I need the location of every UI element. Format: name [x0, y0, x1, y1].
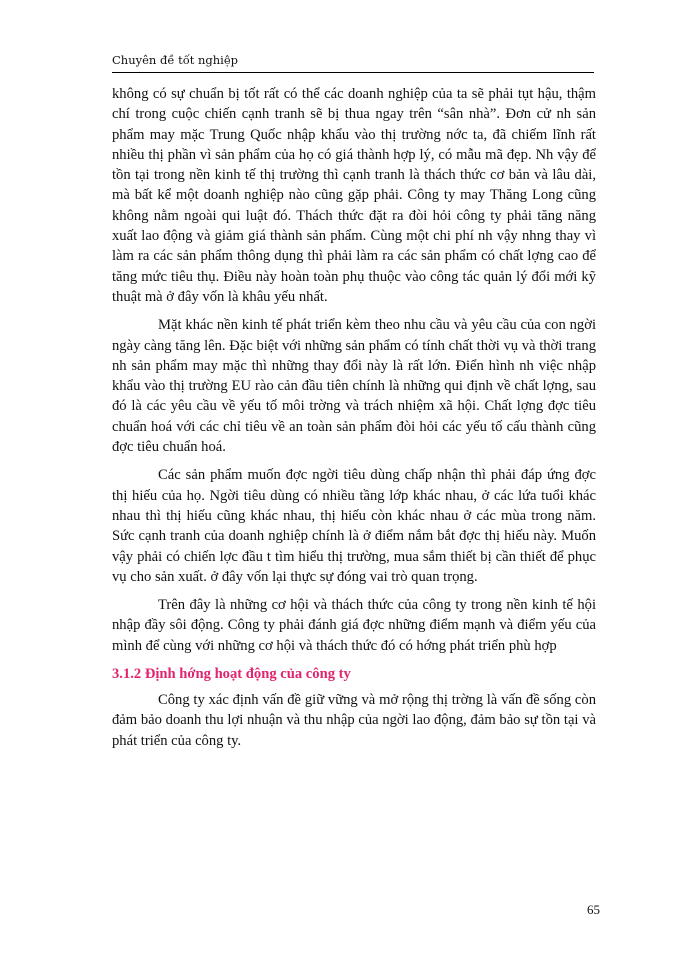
paragraph-3: Các sản phẩm muốn đợc ngời tiêu dùng chấp nhận thì phải đáp ứng đợc thị hiếu của họ. Ngời tiêu dùng có nhiều tầng lớp khác nhau, ở các lứa tuổi khác nhau thì thị hiếu cũng khác nhau, thị hiếu còn khác nhau ở các mùa trong năm. Sức cạnh tranh của doanh nghiệp chính là ở điểm nắm bắt đợc thị hiếu này. Muốn vậy phải có chiến lợc đầu t tìm hiểu thị trường, mua sắm thiết bị cần thiết để phục vụ cho sản xuất. ở đây vốn lại thực sự đóng vai trò quan trọng.	[112, 467, 596, 585]
running-header: Chuyên đề tốt nghiệp	[112, 52, 594, 73]
page-number: 65	[587, 902, 600, 917]
paragraph-1: không có sự chuẩn bị tốt rất có thể các doanh nghiệp của ta sẽ phải tụt hậu, thậm chí trong cuộc chiến cạnh tranh sẽ bị thua ngay trên “sân nhà”. Đơn cử nh sản phẩm may mặc Trung Quốc nhập khẩu vào thị trường nớc ta, đã chiếm lĩnh rất nhiều thị phần vì sản phẩm của họ có giá thành hợp lý, có mẫu mã đẹp. Nh vậy để tồn tại trong nền kinh tế thị trường thì cạnh tranh là thách thức cơ bản và lâu dài, mà bất kể một doanh nghiệp nào cũng gặp phải. Công ty may Thăng Long cũng không nằm ngoài qui luật đó. Thách thức đặt ra đòi hỏi công ty phải tăng năng xuất lao động và giảm giá thành sản phẩm. Cùng một chi phí nh vậy nhng thay vì làm ra các sản phẩm thông dụng thì phải làm ra các sản phẩm có chất lợng cao để tăng mức tiêu thụ. Điều này hoàn toàn phụ thuộc vào công tác quản lý đổi mới kỹ thuật mà ở đây vốn là khâu yếu nhất.	[112, 86, 596, 305]
paragraph-2: Mặt khác nền kinh tế phát triển kèm theo nhu cầu và yêu cầu của con ngời ngày càng tăng lên. Đặc biệt với những sản phẩm có tính chất thời vụ và thời trang nh sản phẩm may mặc thì những thay đổi này là rất lớn. Điển hình nh việc nhập khẩu vào thị trường EU rào cản đầu tiên chính là những qui định về chất lợng, sau đó là các yêu cầu về yếu tố môi trờng và trách nhiệm xã hội. Chất lợng đợc tiêu chuẩn hoá với các chỉ tiêu về an toàn sản phẩm đòi hỏi các yếu tố cấu thành cũng đợc tiêu chuẩn hoá.	[112, 317, 596, 456]
section-paragraph: Công ty xác định vấn đề giữ vững và mở rộng thị trờng là vấn đề sống còn đảm bảo doanh thu lợi nhuận và thu nhập của ngời lao động, đảm bảo sự tồn tại và phát triển của công ty.	[112, 692, 596, 749]
paragraph-4: Trên đây là những cơ hội và thách thức của công ty trong nền kinh tế hội nhập đầy sôi động. Công ty phải đánh giá đợc những điểm mạnh và điểm yếu của mình để cùng với những cơ hội và thách thức đó có hớng phát triển phù hợp	[112, 597, 596, 654]
section-heading: 3.1.2 Định hớng hoạt động của công ty	[112, 666, 351, 683]
document-body	[112, 84, 596, 759]
